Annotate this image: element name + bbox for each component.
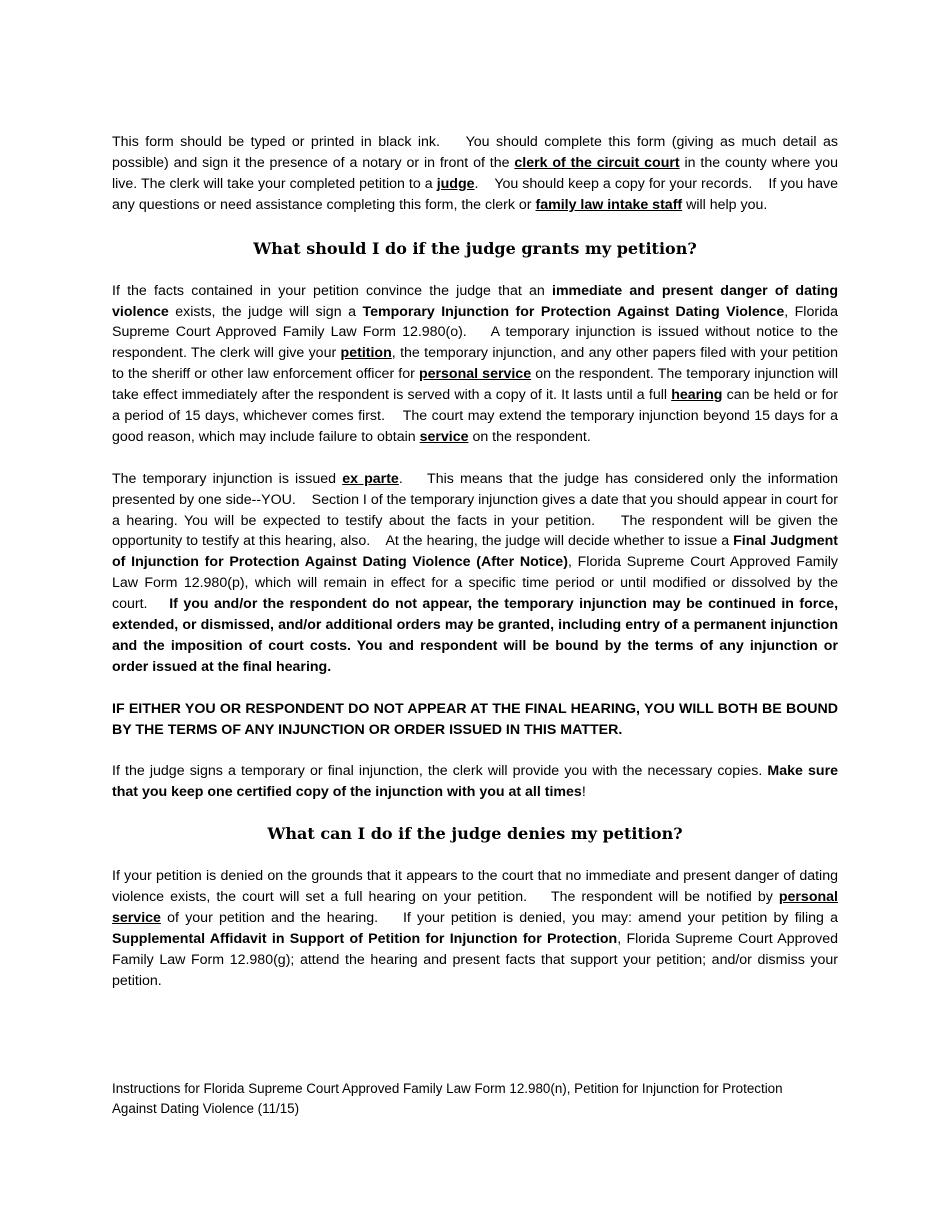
glossary-link-personal-service[interactable]: personal service — [418, 366, 532, 383]
glossary-link-service[interactable]: service — [419, 428, 469, 445]
glossary-link-clerk-of-circuit-court[interactable]: clerk of the circuit court — [514, 154, 680, 171]
glossary-link-hearing[interactable]: hearing — [671, 387, 723, 404]
glossary-link-personal-service-2[interactable]: personal service — [112, 889, 838, 927]
section-heading-petition-granted: What should I do if the judge grants my petition? — [253, 238, 697, 258]
granted-paragraph-1: If the facts contained in your petition convince the judge that an immediate and present danger of dating violence exists, the judge will sign a Temporary Injunction for Protection Against Dating Violence, Florida Supreme Court Approved Family Law Form 12.980(o). A temporary injunction is issued without notice to the respondent. The clerk will give your petition, the temporary injunction, and any other papers filed with your petition to the sheriff or other law enforcement officer for personal service on the respondent. The temporary injunction will take effect immediately after the respondent is served with a copy of it. It lasts until a full hearing can be held or for a period of 15 days, whichever comes first. The court may extend the temporary injunction beyond 15 days for a good reason, which may include failure to obtain service on the respondent. — [112, 282, 839, 445]
glossary-link-judge[interactable]: judge — [436, 175, 475, 192]
footer-line-2: Against Dating Violence (11/15) — [112, 1101, 300, 1116]
glossary-link-family-law-intake-staff[interactable]: family law intake staff — [535, 196, 683, 213]
glossary-link-petition[interactable]: petition — [340, 345, 392, 362]
intro-paragraph: This form should be typed or printed in black ink. You should complete this form (giving as much detail as possible) and sign it the presence of a notary or in front of the clerk of the circuit court in the county where you live. The clerk will take your completed petition to a judge. You should keep a copy for your records. If you have any questions or need assistance completing this form, the clerk or family law intake staff will help you. — [112, 134, 838, 213]
page-footer — [112, 1079, 852, 1119]
document-body — [112, 132, 838, 992]
copies-paragraph: If the judge signs a temporary or final injunction, the clerk will provide you with the necessary copies. Make sure that you keep one certified copy of the injunction with you at all times! — [112, 763, 838, 801]
denied-paragraph: If your petition is denied on the grounds that it appears to the court that no immediate and present danger of dating violence exists, the court will set a full hearing on your petition. The respondent will be notified by personal service of your petition and the hearing. If your petition is denied, you may: amend your petition by filing a Supplemental Affidavit in Support of Petition for Injunction for Protection, Florida Supreme Court Approved Family Law Form 12.980(g); attend the hearing and present facts that support your petition; and/or dismiss your petition. — [112, 868, 838, 989]
footer-line-1: Instructions for Florida Supreme Court Approved Family Law Form 12.980(n), Petition for Injunction for Protection — [112, 1081, 783, 1096]
section-heading-petition-denied: What can I do if the judge denies my petition? — [267, 824, 683, 844]
glossary-link-ex-parte[interactable]: ex parte — [342, 470, 399, 487]
granted-paragraph-2: The temporary injunction is issued ex parte. This means that the judge has considered only the information presented by one side--YOU. Section I of the temporary injunction gives a date that you should appear in court for a hearing. You will be expected to testify about the facts in your petition. The respondent will be given the opportunity to testify at this hearing, also. At the hearing, the judge will decide whether to issue a Final Judgment of Injunction for Protection Against Dating Violence (After Notice), Florida Supreme Court Approved Family Law Form 12.980(p), which will remain in effect for a specific time period or until modified or dissolved by the court. If you and/or the respondent do not appear, the temporary injunction may be continued in force, extended, or dismissed, and/or additional orders may be granted, including entry of a permanent injunction and the imposition of court costs. You and respondent will be bound by the terms of any injunction or order issued at the final hearing. — [112, 470, 839, 675]
warning-paragraph: IF EITHER YOU OR RESPONDENT DO NOT APPEAR AT THE FINAL HEARING, YOU WILL BOTH BE BOUND BY THE TERMS OF ANY INJUNCTION OR ORDER ISSUED IN THIS MATTER. — [112, 700, 838, 738]
